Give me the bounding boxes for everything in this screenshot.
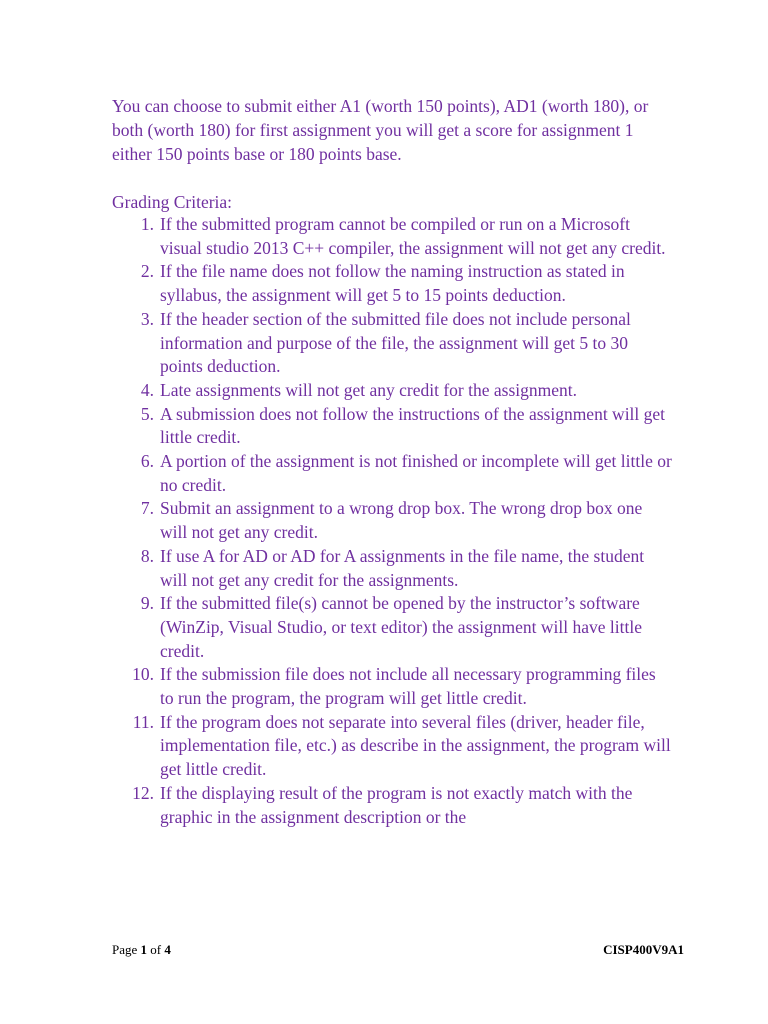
grading-criteria-list <box>112 213 672 829</box>
current-page: 1 <box>140 942 148 957</box>
criteria-item <box>112 379 672 403</box>
criteria-item <box>112 782 672 829</box>
criteria-item <box>112 592 672 663</box>
criteria-number: 10. <box>132 664 154 685</box>
page-number <box>112 942 171 958</box>
criteria-text: A submission does not follow the instructions of the assignment will get little credit. <box>160 403 666 448</box>
criteria-text: If the submitted program cannot be compiled or run on a Microsoft visual studio 2013 C++ compiler, the assignment will not get any credit. <box>160 214 666 258</box>
criteria-item <box>112 545 672 592</box>
criteria-text: If the file name does not follow the naming instruction as stated in syllabus, the assignment will get 5 to 15 points deduction. <box>160 261 625 306</box>
document-code: CISP400V9A1 <box>603 942 684 957</box>
criteria-text: If the header section of the submitted file does not include personal information and purpose of the file, the assignment will get 5 to 30 points deduction. <box>160 308 631 377</box>
criteria-text: If the displaying result of the program is not exactly match with the graphic in the assignment description or the <box>160 782 633 827</box>
total-pages: 4 <box>164 942 171 957</box>
criteria-item <box>112 260 672 307</box>
criteria-text: Submit an assignment to a wrong drop box. The wrong drop box one will not get any credit. <box>160 498 643 543</box>
page-label: Page <box>112 942 138 957</box>
criteria-number: 11. <box>132 711 154 732</box>
criteria-text: Late assignments will not get any credit for the assignment. <box>160 379 577 400</box>
criteria-number: 7. <box>140 498 154 519</box>
grading-criteria-heading: Grading Criteria: <box>112 192 233 212</box>
criteria-text: If the submitted file(s) cannot be opened by the instructor’s software (WinZip, Visual Studio, or text editor) the assignment will have little credit. <box>160 593 643 661</box>
criteria-text: A portion of the assignment is not finished or incomplete will get little or no credit. <box>160 451 672 495</box>
of-label: of <box>150 942 162 957</box>
criteria-number: 6. <box>140 451 154 472</box>
criteria-item <box>112 213 672 260</box>
criteria-item <box>112 308 672 379</box>
criteria-text: If use A for AD or AD for A assignments in the file name, the student will not get any credit for the assignments. <box>160 545 645 590</box>
criteria-number: 8. <box>140 545 154 566</box>
criteria-item <box>112 711 672 782</box>
criteria-number: 3. <box>140 308 154 329</box>
criteria-number: 5. <box>140 403 154 424</box>
criteria-number: 12. <box>132 782 154 803</box>
criteria-text: If the program does not separate into several files (driver, header file, implementation file, etc.) as describe in the assignment, the program will get little credit. <box>160 711 671 780</box>
criteria-item <box>112 403 672 450</box>
criteria-item <box>112 497 672 544</box>
criteria-number: 2. <box>140 261 154 282</box>
criteria-number: 1. <box>140 214 154 234</box>
criteria-item <box>112 663 672 710</box>
criteria-text: If the submission file does not include all necessary programming files to run the program, the program will get little credit. <box>160 664 656 709</box>
criteria-number: 4. <box>140 379 154 400</box>
criteria-item <box>112 450 672 497</box>
intro-paragraph: You can choose to submit either A1 (worth 150 points), AD1 (worth 180), or both (worth 180) for first assignment you will get a score for assignment 1 either 150 points base or 180 points base. <box>112 96 649 164</box>
criteria-number: 9. <box>140 593 154 614</box>
